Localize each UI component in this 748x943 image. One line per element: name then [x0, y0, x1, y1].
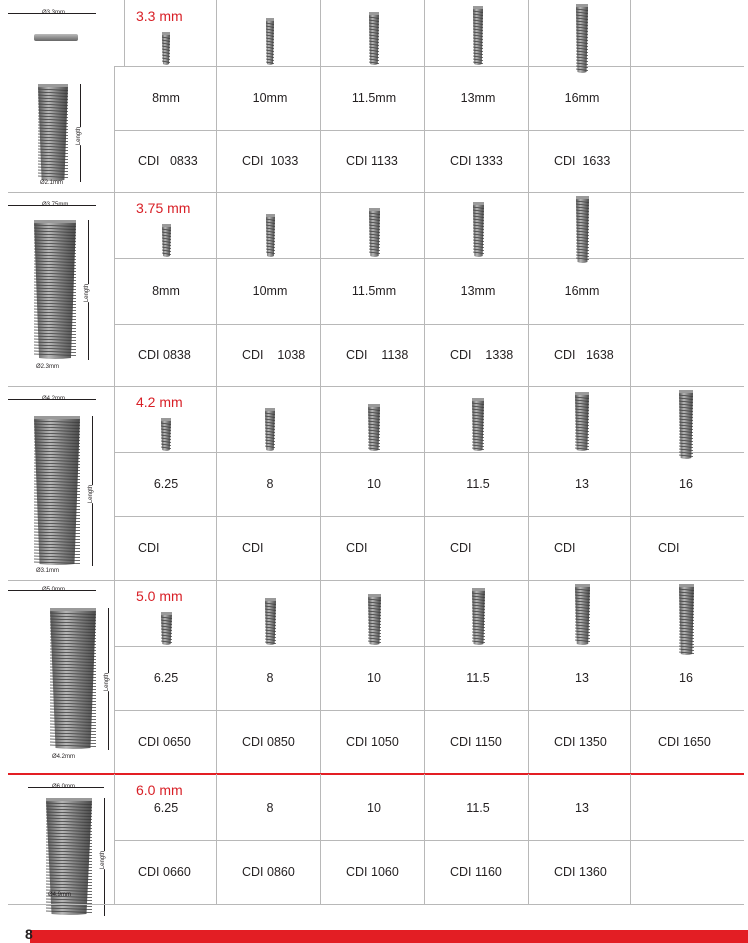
implant-side-view [46, 798, 92, 921]
length-cell: 13mm [460, 91, 496, 105]
product-code-cell: CDI 1360 [554, 865, 607, 879]
dimension-arrow [8, 13, 96, 14]
implant-dimension-diagram [0, 0, 114, 192]
length-cell: 8 [266, 477, 274, 491]
implant-side-view [50, 608, 96, 755]
length-label: Length [104, 672, 111, 692]
dimension-arrow [8, 205, 96, 206]
product-code-cell: CDI 0833 [138, 154, 198, 168]
implant-thumbnail [368, 594, 381, 651]
length-cell: 8mm [152, 284, 180, 298]
product-code-cell: CDI 1138 [346, 348, 409, 362]
length-cell: 10 [367, 801, 381, 815]
implant-thumbnail [265, 408, 275, 457]
length-cell: 8 [266, 671, 274, 685]
length-cell: 11.5mm [351, 284, 397, 298]
length-label: Length [76, 126, 83, 146]
implant-thumbnail [472, 588, 485, 651]
implant-thumbnail [473, 202, 484, 263]
product-code-cell: CDI [346, 541, 368, 555]
product-code-cell: CDI 1633 [554, 154, 611, 168]
length-label: Length [88, 484, 95, 504]
implant-thumbnail [472, 398, 484, 457]
implant-dimension-diagram [0, 386, 114, 580]
length-cell: 8mm [152, 91, 180, 105]
implant-side-view [34, 220, 76, 365]
length-cell: 11.5 [466, 671, 490, 685]
length-label: Length [84, 283, 91, 303]
implant-thumbnail [266, 214, 275, 263]
implant-dimension-diagram [0, 192, 114, 386]
dimension-arrow [28, 787, 104, 788]
length-label: Length [100, 850, 107, 870]
product-code-cell: CDI [242, 541, 264, 555]
product-code-cell: CDI 1050 [346, 735, 399, 749]
implant-thumbnail [265, 598, 276, 651]
row-divider [8, 904, 744, 905]
diameter-section [0, 774, 748, 904]
diameter-section [0, 192, 748, 386]
implant-thumbnail [473, 6, 483, 71]
length-cell: 11.5mm [351, 91, 397, 105]
product-code-cell: CDI 1038 [242, 348, 306, 362]
product-code-cell: CDI 0650 [138, 735, 191, 749]
length-cell: 8 [266, 801, 274, 815]
product-code-cell: CDI 1150 [450, 735, 502, 749]
product-code-cell: CDI 1650 [658, 735, 711, 749]
diameter-heading: 3.75 mm [136, 200, 191, 216]
dimension-arrow [8, 590, 96, 591]
length-cell: 13mm [460, 284, 496, 298]
implant-thumbnail [266, 18, 274, 71]
product-code-cell: CDI 1133 [346, 154, 398, 168]
length-cell: 13 [575, 671, 589, 685]
product-code-cell: CDI 1338 [450, 348, 514, 362]
length-cell: 10 [367, 477, 381, 491]
product-code-cell: CDI 1160 [450, 865, 502, 879]
length-cell: 13 [575, 801, 589, 815]
product-code-cell: CDI 0838 [138, 348, 191, 362]
product-code-cell: CDI [138, 541, 160, 555]
product-code-cell: CDI 0660 [138, 865, 191, 879]
diameter-heading: 4.2 mm [136, 394, 183, 410]
bottom-diameter-label: Ø4.9mm [48, 892, 72, 898]
implant-thumbnail [369, 12, 379, 71]
diameter-section [0, 386, 748, 580]
length-cell: 16mm [564, 284, 600, 298]
length-cell: 11.5 [466, 477, 490, 491]
length-cell: 10mm [252, 91, 288, 105]
product-code-cell: CDI 1060 [346, 865, 399, 879]
length-cell: 6.25 [153, 801, 179, 815]
bottom-diameter-label: Ø2.1mm [40, 180, 64, 186]
diameter-heading: 6.0 mm [136, 782, 183, 798]
length-cell: 6.25 [153, 477, 179, 491]
implant-thumbnail [575, 392, 589, 457]
product-code-cell: CDI 1033 [242, 154, 299, 168]
diameter-heading: 3.3 mm [136, 8, 183, 24]
bottom-diameter-label: Ø4.2mm [52, 754, 76, 760]
implant-thumbnail [575, 584, 590, 651]
product-code-cell: CDI [658, 541, 680, 555]
length-cell: 10 [367, 671, 381, 685]
page-number: 8 [25, 926, 33, 942]
implant-thumbnail [368, 404, 380, 457]
product-code-cell: CDI 0860 [242, 865, 295, 879]
diameter-heading: 5.0 mm [136, 588, 183, 604]
product-code-cell: CDI [450, 541, 472, 555]
footer-bar [30, 930, 748, 943]
length-cell: 16 [679, 671, 693, 685]
length-cell: 16mm [564, 91, 600, 105]
diameter-section [0, 0, 748, 192]
product-code-cell: CDI 1638 [554, 348, 614, 362]
product-code-cell: CDI 0850 [242, 735, 295, 749]
implant-side-view [38, 84, 68, 187]
length-cell: 10mm [252, 284, 288, 298]
product-code-cell: CDI 1333 [450, 154, 503, 168]
length-cell: 16 [679, 477, 693, 491]
implant-top-view [34, 34, 78, 41]
column-divider [124, 0, 125, 66]
bottom-diameter-label: Ø2.3mm [36, 364, 60, 370]
product-code-cell: CDI 1350 [554, 735, 607, 749]
bottom-diameter-label: Ø3.1mm [36, 568, 60, 574]
dimension-arrow [8, 399, 96, 400]
length-cell: 11.5 [466, 801, 490, 815]
length-cell: 13 [575, 477, 589, 491]
implant-thumbnail [369, 208, 380, 263]
implant-dimension-diagram [0, 580, 114, 774]
implant-side-view [34, 416, 80, 571]
implant-dimension-diagram [0, 774, 114, 904]
product-code-cell: CDI [554, 541, 576, 555]
diameter-section [0, 580, 748, 774]
length-cell: 6.25 [153, 671, 179, 685]
